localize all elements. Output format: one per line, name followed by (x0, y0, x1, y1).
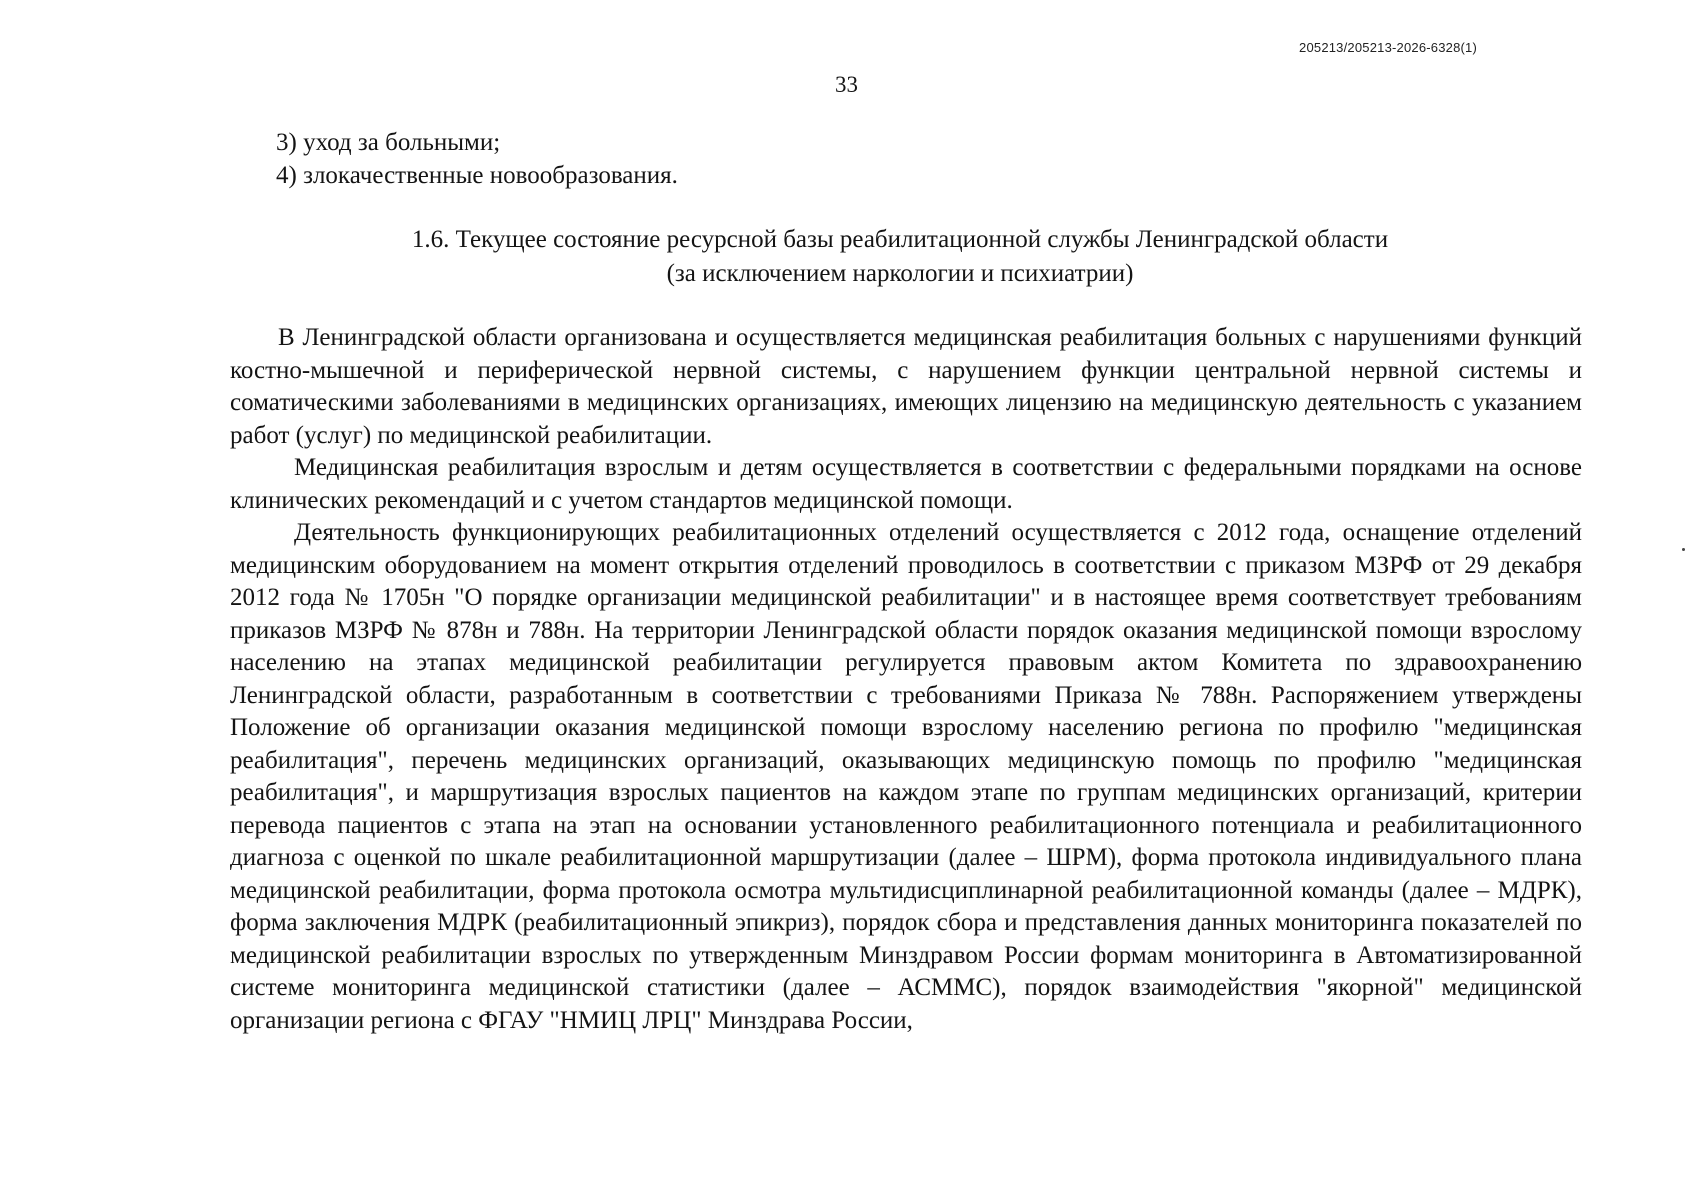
document-id: 205213/205213-2026-6328(1) (1299, 40, 1477, 55)
paragraph: Деятельность функционирующих реабилитационных отделений осуществляется с 2012 года, оснащение отделений медицинским оборудованием на момент открытия отделений проводилось в соответствии с приказом МЗРФ от 29 декабря 2012 года № 1705н "О порядке организации медицинской реабилитации" и в настоящее время соответствует требованиям приказов МЗРФ № 878н и 788н. На территории Ленинградской области порядок оказания медицинской помощи взрослому населению на этапах медицинской реабилитации регулируется правовым актом Комитета по здравоохранению Ленинградской области, разработанным в соответствии с требованиями Приказа № 788н. Распоряжением утверждены Положение об организации оказания медицинской помощи взрослому населению региона по профилю "медицинская реабилитация", перечень медицинских организаций, оказывающих медицинскую помощь по профилю "медицинская реабилитация", и маршрутизация взрослых пациентов на каждом этапе по группам медицинских организаций, критерии перевода пациентов с этапа на этап на основании установленного реабилитационного потенциала и реабилитационного диагноза с оценкой по шкале реабилитационной маршрутизации (далее – ШРМ), форма протокола индивидуального плана медицинской реабилитации, форма протокола осмотра мультидисциплинарной реабилитационной команды (далее – МДРК), форма заключения МДРК (реабилитационный эпикриз), порядок сбора и представления данных мониторинга показателей по медицинской реабилитации взрослых по утвержденным Минздравом России формам мониторинга в Автоматизированной системе мониторинга медицинской статистики (далее – АСММС), порядок взаимодействия "якорной" медицинской организации региона с ФГАУ "НМИЦ ЛРЦ" Минздрава России, (230, 519, 1582, 1034)
list-item: 3) уход за больными; (276, 129, 501, 156)
paragraph: В Ленинградской области организована и осуществляется медицинская реабилитация больных с нарушениями функций костно-мышечной и периферической нервной системы, с нарушением функции центральной нервной системы и соматическими заболеваниями в медицинских организациях, имеющих лицензию на медицинскую деятельность с указанием работ (услуг) по медицинской реабилитации. (230, 324, 1582, 449)
numbered-list (276, 126, 678, 192)
section-heading-line: 1.6. Текущее состояние ресурсной базы реабилитационной службы Ленинградской области (411, 226, 1389, 253)
scan-speck (1682, 548, 1685, 551)
page-number: 33 (835, 72, 858, 97)
section-heading (230, 223, 1570, 291)
section-heading-subtitle: (за исключением наркологии и психиатрии) (666, 260, 1134, 287)
body-text (230, 322, 1582, 1037)
paragraph: Медицинская реабилитация взрослым и детям осуществляется в соответствии с федеральными порядками на основе клинических рекомендаций и с учетом стандартов медицинской помощи. (230, 454, 1582, 514)
list-item: 4) злокачественные новообразования. (276, 162, 678, 189)
